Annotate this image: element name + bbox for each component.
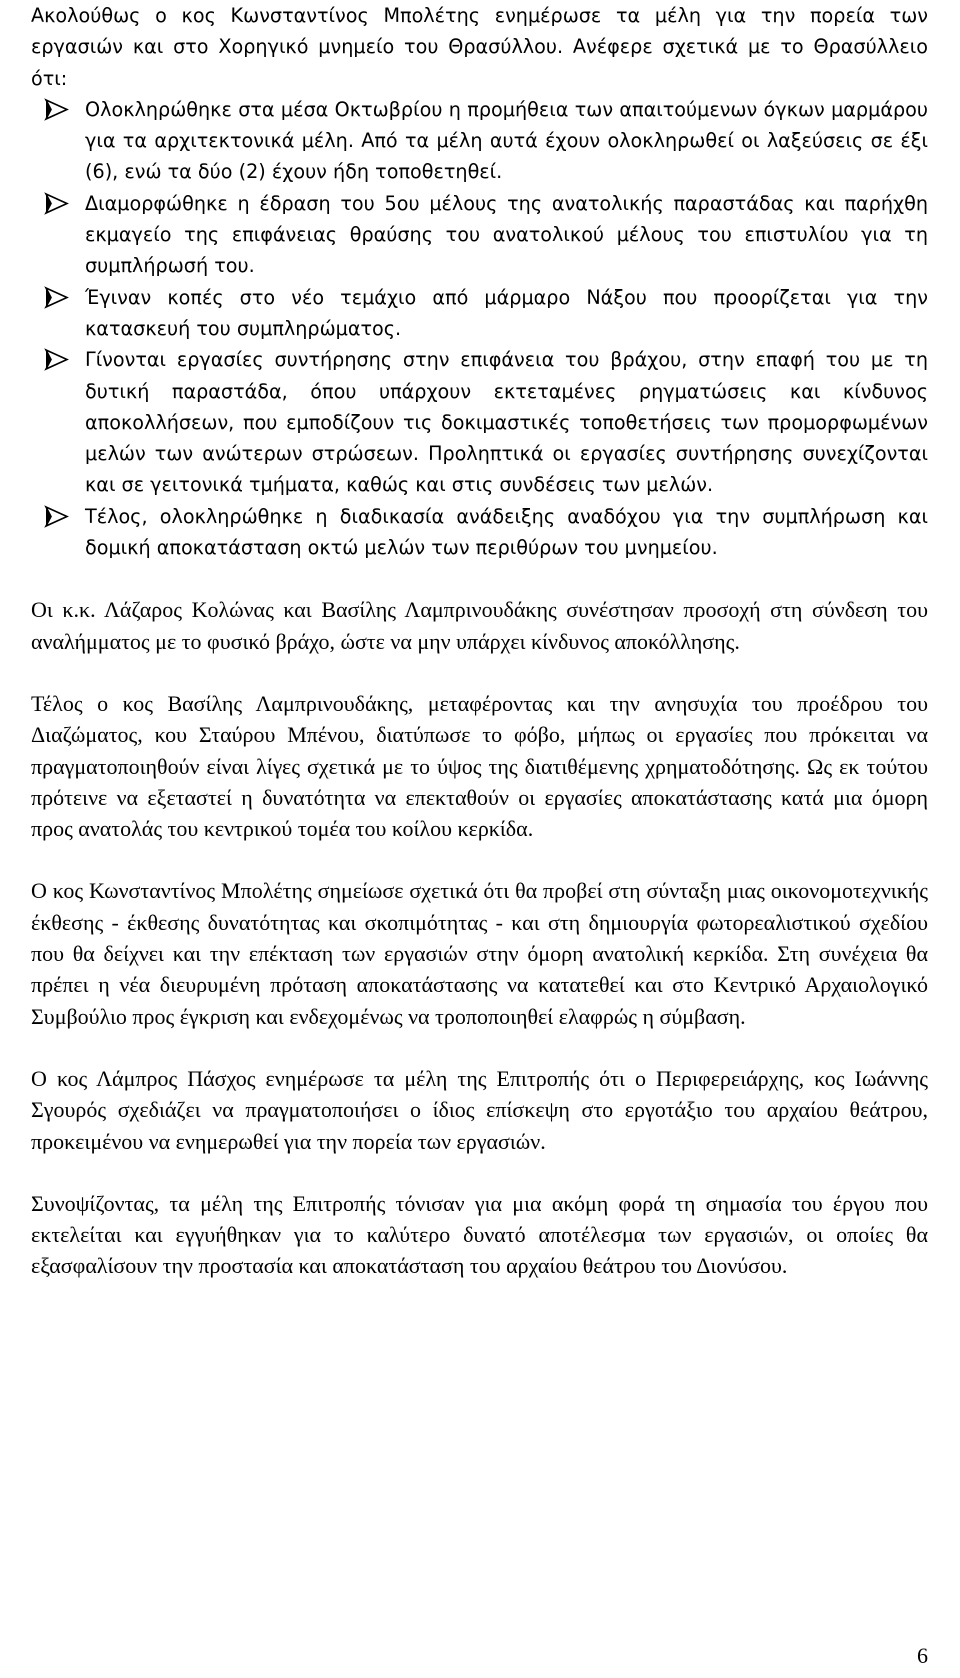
- bullet-text-1: Ολοκληρώθηκε στα μέσα Οκτωβρίου η προμήθεια των απαιτούμενων όγκων μαρμάρου για τα αρχιτεκτονικά μέλη. Από τα μέλη αυτά έχουν ολοκληρωθεί οι λαξεύσεις σε έξι (6), ενώ τα δύο (2) έχουν ήδη τοποθετηθεί.: [85, 97, 928, 184]
- intro-paragraph: Ακολούθως ο κος Κωνσταντίνος Μπολέτης ενημέρωσε τα μέλη για την πορεία των εργασιών και στο Χορηγικό μνημείο του Θρασύλλου. Ανέφερε σχετικά με το Θρασύλλειο ότι:: [31, 4, 928, 90]
- paragraph-1: Οι κ.κ. Λάζαρος Κολώνας και Βασίλης Λαμπρινουδάκης συνέστησαν προσοχή στη σύνδεση του αναλήμματος με το φυσικό βράχο, ώστε να μην υπάρχει κίνδυνος αποκόλλησης.: [31, 597, 928, 654]
- bullet-item-5: [31, 501, 928, 564]
- arrowhead-bullet-icon: [44, 282, 70, 313]
- arrowhead-bullet-icon: [44, 501, 70, 532]
- bullet-text-5: Τέλος, ολοκληρώθηκε η διαδικασία ανάδειξης αναδόχου για την συμπλήρωση και δομική αποκατάσταση οκτώ μελών των περιθύρων του μνημείου.: [85, 504, 928, 560]
- arrowhead-bullet-icon: [44, 94, 70, 125]
- bullet-item-1: [31, 94, 928, 188]
- arrowhead-bullet-icon: [44, 344, 70, 375]
- paragraph-4: Ο κος Λάμπρος Πάσχος ενημέρωσε τα μέλη της Επιτροπής ότι ο Περιφερειάρχης, κος Ιωάννης Σγουρός σχεδιάζει να πραγματοποιήσει ο ίδιος επίσκεψη στο εργοτάξιο του αρχαίου θεάτρου, προκειμένου να ενημερωθεί για την πορεία των εργασιών.: [31, 1065, 928, 1154]
- bullet-item-4: [31, 344, 928, 500]
- bullet-text-2: Διαμορφώθηκε η έδραση του 5ου μέλους της ανατολικής παραστάδας και παρήχθη εκμαγείο της επιφάνειας θραύσης του ανατολικού μέλους του επιστυλίου για τη συμπλήρωσή του.: [85, 191, 928, 278]
- page-number: 6: [917, 1643, 928, 1668]
- bullet-item-2: [31, 188, 928, 282]
- bullet-item-3: [31, 282, 928, 345]
- bullet-list: [31, 94, 928, 563]
- arrowhead-bullet-icon: [44, 188, 70, 219]
- paragraph-5: Συνοψίζοντας, τα μέλη της Επιτροπής τόνισαν για μια ακόμη φορά τη σημασία του έργου που εκτελείται και εγγυήθηκαν για το καλύτερο δυνατό αποτέλεσμα των εργασιών, οι οποίες θα εξασφαλίσουν την προστασία και αποκατάσταση του αρχαίου θεάτρου του Διονύσου.: [31, 1190, 928, 1279]
- paragraph-3: Ο κος Κωνσταντίνος Μπολέτης σημείωσε σχετικά ότι θα προβεί στη σύνταξη μιας οικονομοτεχνικής έκθεσης - έκθεσης δυνατότητας και σκοπιμότητας - και στη δημιουργία φωτορεαλιστικού σχεδίου που θα δείχνει και την επέκταση των εργασιών στην όμορη ανατολική κερκίδα. Στη συνέχεια θα πρέπει η νέα διευρυμένη πρόταση αποκατάστασης να κατατεθεί και στο Κεντρικό Αρχαιολογικό Συμβούλιο προς έγκριση και ενδεχομένως να τροποποιηθεί ελαφρώς η σύμβαση.: [31, 878, 928, 1029]
- bullet-text-3: Έγιναν κοπές στο νέο τεμάχιο από μάρμαρο Νάξου που προορίζεται για την κατασκευή του συμπληρώματος.: [85, 285, 928, 340]
- bullet-text-4: Γίνονται εργασίες συντήρησης στην επιφάνεια του βράχου, στην επαφή του με τη δυτική παραστάδα, όπου υπάρχουν εκτεταμένες ρηγματώσεις και κίνδυνος αποκολλήσεων, που εμποδίζουν τις δοκιμαστικές τοποθετήσεις των προμορφωμένων μελών των ανώτερων στρώσεων. Προληπτικά οι εργασίες συντήρησης συνεχίζονται και σε γειτονικά τμήματα, καθώς και στις συνδέσεις των μελών.: [85, 348, 928, 497]
- paragraph-2: Τέλος ο κος Βασίλης Λαμπρινουδάκης, μεταφέροντας και την ανησυχία του προέδρου του Διαζώματος, κου Σταύρου Μπένου, διατύπωσε το φόβο, μήπως οι εργασίες που πρόκειται να πραγματοποιηθούν είναι λίγες σχετικά με το ύψος της διατιθέμενης χρηματοδότησης. Ως εκ τούτου πρότεινε να εξεταστεί η δυνατότητα να επεκταθούν οι εργασίες αποκατάστασης κατά μια όμορη προς ανατολάς του κεντρικού τομέα του κοίλου κερκίδα.: [31, 690, 928, 842]
- document-page: [31, 0, 928, 1282]
